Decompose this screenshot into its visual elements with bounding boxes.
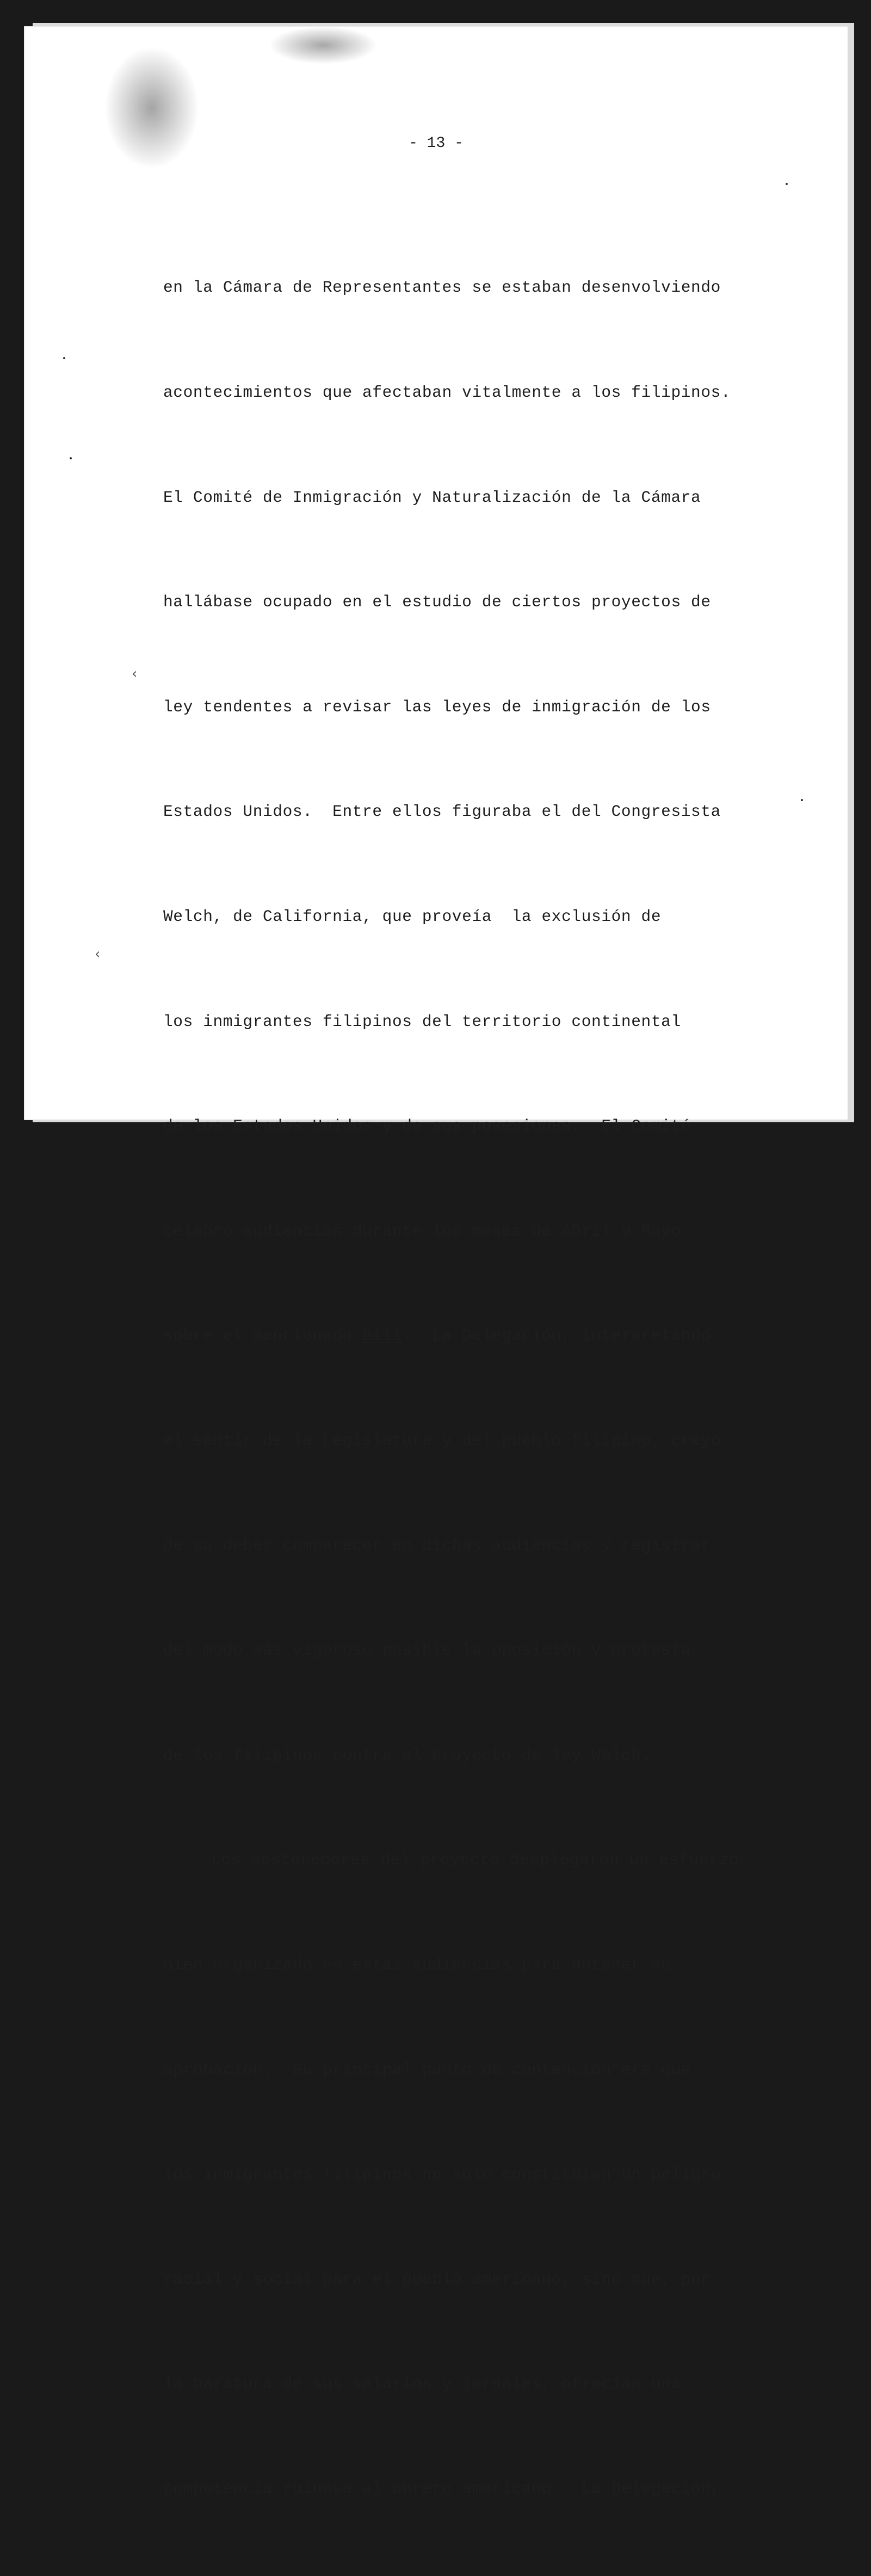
document-page: [24, 26, 848, 2498]
text-line: Estados Unidos. Entre ellos figuraba el del Congresista: [163, 802, 721, 821]
text-line: El Comité de Inmigración y Naturalización de la Cámara: [163, 488, 701, 507]
text-line: la baratura de sus salarios y jornales, ofrecían una: [163, 2375, 681, 2394]
text-line: Welch, de California, que proveía la exclusión de: [163, 907, 662, 926]
text-line: hallábase ocupado en el estudio de ciertos proyectos de: [163, 593, 711, 612]
text-line: bien organizado en estas audiencias para obtener su: [163, 1955, 671, 1974]
text-line: de su deber comparecer en dichas audiencias y registrar: [163, 1536, 711, 1555]
speck: [786, 183, 788, 185]
speck: [70, 457, 72, 459]
text-line: acontecimientos que afectaban vitalmente a los filipinos.: [163, 383, 731, 402]
text-line: el sentir de la Legislatura y del pueblo filipino, creyó: [163, 1431, 721, 1450]
text-line: aprobación. Su principal punto de contención era que: [163, 2060, 691, 2079]
text-line: ley tendentes a revisar las leyes de inmigración de los: [163, 697, 711, 716]
text-line-paragraph-start: Los sostenedores del proyecto desplegaron un esfuerzo: [211, 1850, 739, 1870]
text-segment: sobre el mencionado: [163, 1326, 363, 1345]
underlined-word: bill: [362, 1326, 403, 1345]
text-line: competencia ruinosa al obrero americano. La Delegación,: [163, 2479, 721, 2498]
text-line: celebró audiencias durante los meses de Abril y Mayo: [163, 1221, 681, 1240]
margin-mark: ‹: [95, 946, 101, 962]
ink-smudge-top: [269, 26, 378, 64]
text-line: racial y social para el pueblo americano, sino que, por: [163, 2270, 711, 2289]
text-line: del modo más vigoroso posible la oposición y protesta: [163, 1641, 691, 1660]
speck: [801, 799, 803, 801]
text-line: en la Cámara de Representantes se estaban desenvolviendo: [163, 278, 721, 297]
margin-mark: ‹: [132, 666, 138, 682]
text-line: de los Estados Unidos y de sus posesiones. El Comité: [163, 1117, 691, 1136]
text-segment: . La Delegación, interpretando: [402, 1326, 711, 1345]
page-number: - 13 -: [409, 135, 464, 152]
text-line: de los filipinos contra el proyecto de ley Welch.: [163, 1745, 651, 1765]
text-line: los inmigrantes filipinos no sólo constituían un peligro: [163, 2165, 721, 2184]
text-line: los inmigrantes filipinos del territorio continental: [163, 1012, 681, 1031]
speck: [63, 357, 65, 359]
body-text: [163, 200, 789, 2576]
text-line-with-underline: [163, 1318, 789, 1353]
